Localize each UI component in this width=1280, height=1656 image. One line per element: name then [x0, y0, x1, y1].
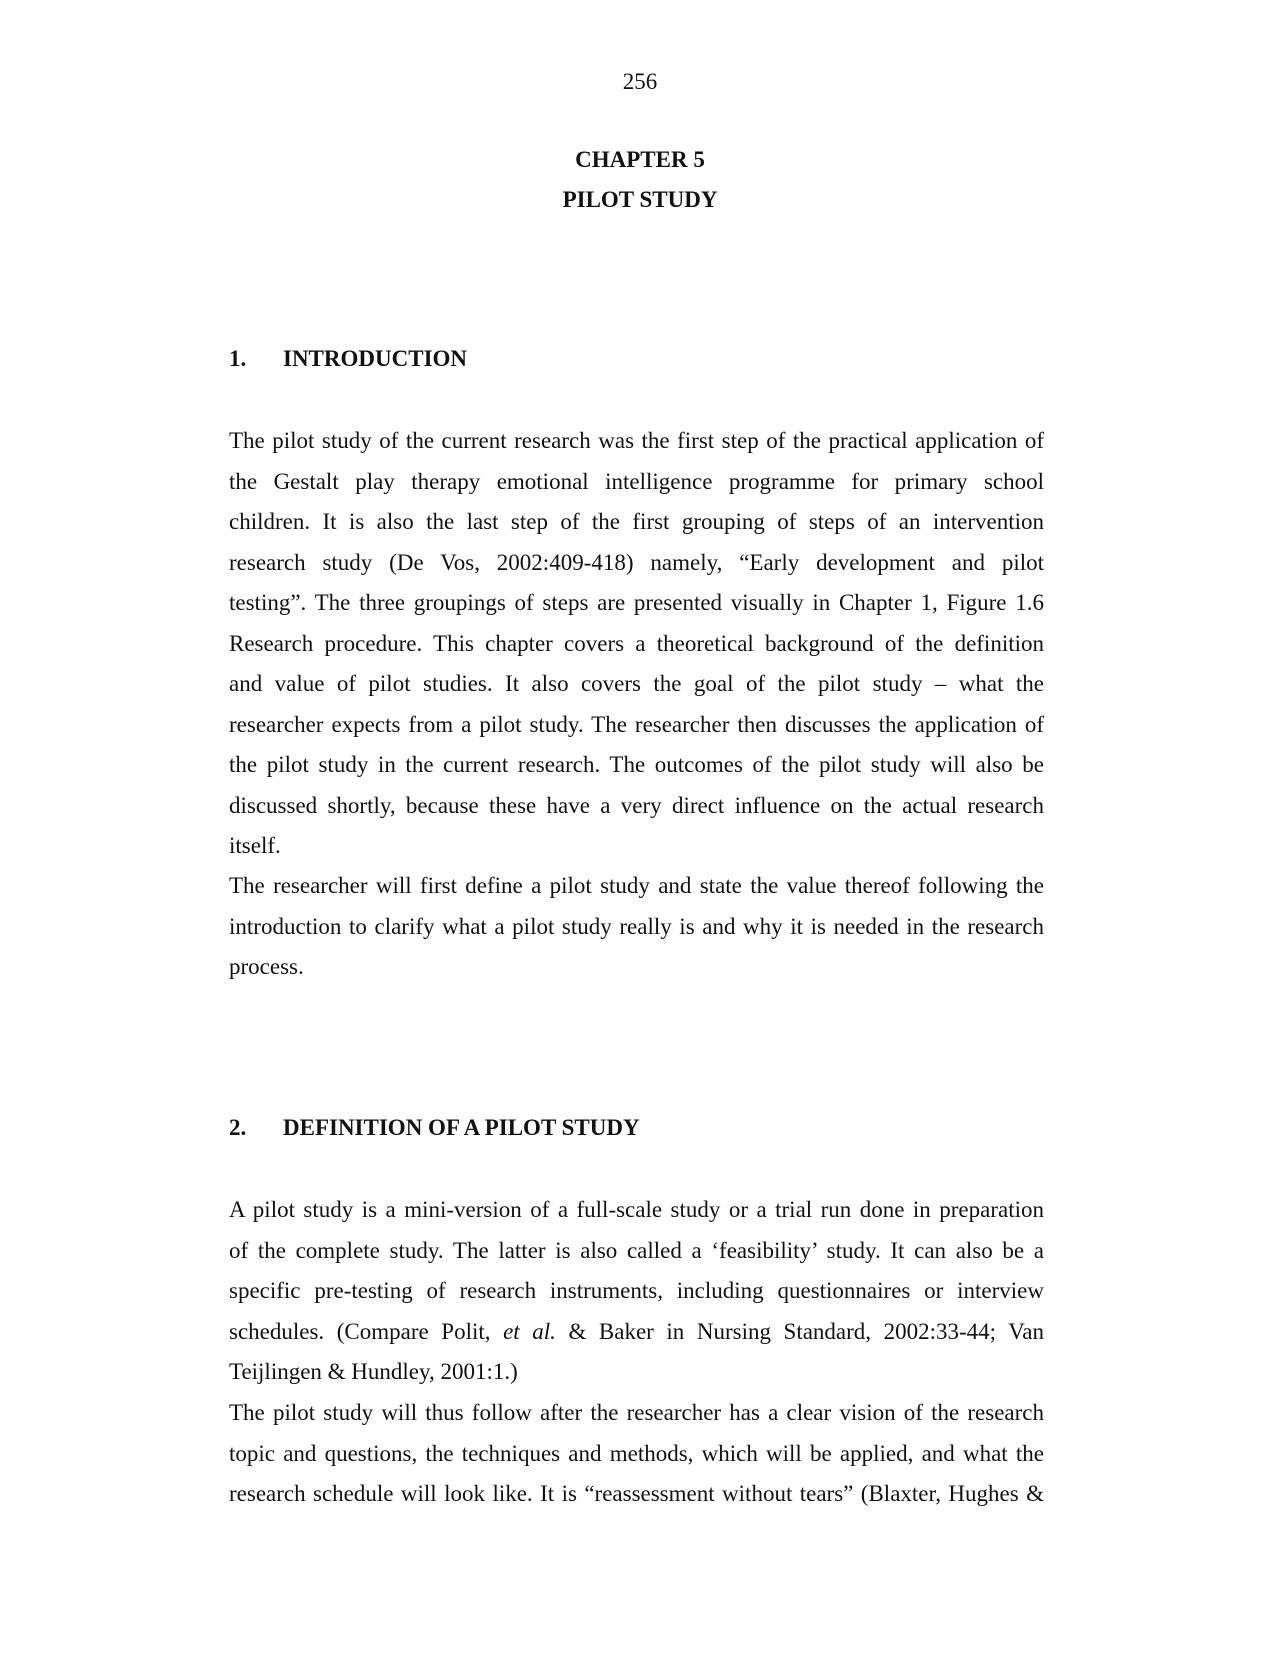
- text-line: research study (De Vos, 2002:409-418) namely, “Early development and pilot: [229, 549, 1044, 575]
- section-title: INTRODUCTION: [283, 346, 468, 371]
- text-line: The pilot study will thus follow after the researcher has a clear vision of the research: [229, 1400, 1044, 1425]
- section-title: DEFINITION OF A PILOT STUDY: [283, 1115, 640, 1140]
- italic-et-al: et al.: [503, 1318, 556, 1344]
- paragraph-introduction-1: [229, 421, 1044, 867]
- text-line: the Gestalt play therapy emotional intelligence programme for primary school: [229, 468, 1044, 494]
- section-number: 1.: [229, 346, 247, 371]
- text-line: discussed shortly, because these have a very direct influence on the actual research: [229, 792, 1044, 818]
- text-line: of the complete study. The latter is also called a ‘feasibility’ study. It can also be a: [229, 1237, 1044, 1263]
- text-fragment: schedules. (Compare Polit,: [229, 1318, 504, 1344]
- paragraph-definition-1: [229, 1190, 1044, 1393]
- text-fragment: & Baker in Nursing Standard, 2002:33-44; Van: [555, 1318, 1044, 1344]
- text-line: The researcher will first define a pilot study and state the value thereof following the: [229, 873, 1044, 898]
- page-number: 256: [622, 69, 658, 94]
- chapter-title: PILOT STUDY: [562, 187, 718, 212]
- text-line: testing”. The three groupings of steps are presented visually in Chapter 1, Figure 1.6: [229, 590, 1044, 615]
- text-line: researcher expects from a pilot study. The researcher then discusses the application of: [229, 711, 1044, 737]
- paragraph-definition-2: [229, 1393, 1044, 1515]
- text-line: process.: [229, 954, 304, 979]
- text-line: introduction to clarify what a pilot study really is and why it is needed in the research: [229, 913, 1044, 939]
- text-line-citation: [229, 1312, 1044, 1353]
- chapter-label: CHAPTER 5: [575, 147, 705, 172]
- section-number: 2.: [229, 1115, 247, 1140]
- section-heading-definition: [229, 1114, 640, 1142]
- text-line: specific pre-testing of research instruments, including questionnaires or interview: [229, 1278, 1044, 1303]
- text-line: Teijlingen & Hundley, 2001:1.): [229, 1359, 518, 1384]
- paragraph-introduction-2: [229, 866, 1044, 988]
- chapter-heading: [0, 140, 1280, 220]
- text-line: topic and questions, the techniques and methods, which will be applied, and what the: [229, 1440, 1044, 1466]
- text-line: research schedule will look like. It is “reassessment without tears” (Blaxter, Hughes &: [229, 1481, 1044, 1506]
- text-line: A pilot study is a mini-version of a full-scale study or a trial run done in preparation: [229, 1197, 1044, 1222]
- text-line: The pilot study of the current research was the first step of the practical application of: [229, 428, 1044, 453]
- text-line: and value of pilot studies. It also covers the goal of the pilot study – what the: [229, 671, 1044, 696]
- text-line: the pilot study in the current research. The outcomes of the pilot study will also be: [229, 752, 1044, 777]
- text-line: children. It is also the last step of the first grouping of steps of an intervention: [229, 509, 1044, 534]
- text-line: itself.: [229, 833, 281, 858]
- text-line: Research procedure. This chapter covers a theoretical background of the definition: [229, 630, 1044, 656]
- section-heading-introduction: [229, 345, 467, 373]
